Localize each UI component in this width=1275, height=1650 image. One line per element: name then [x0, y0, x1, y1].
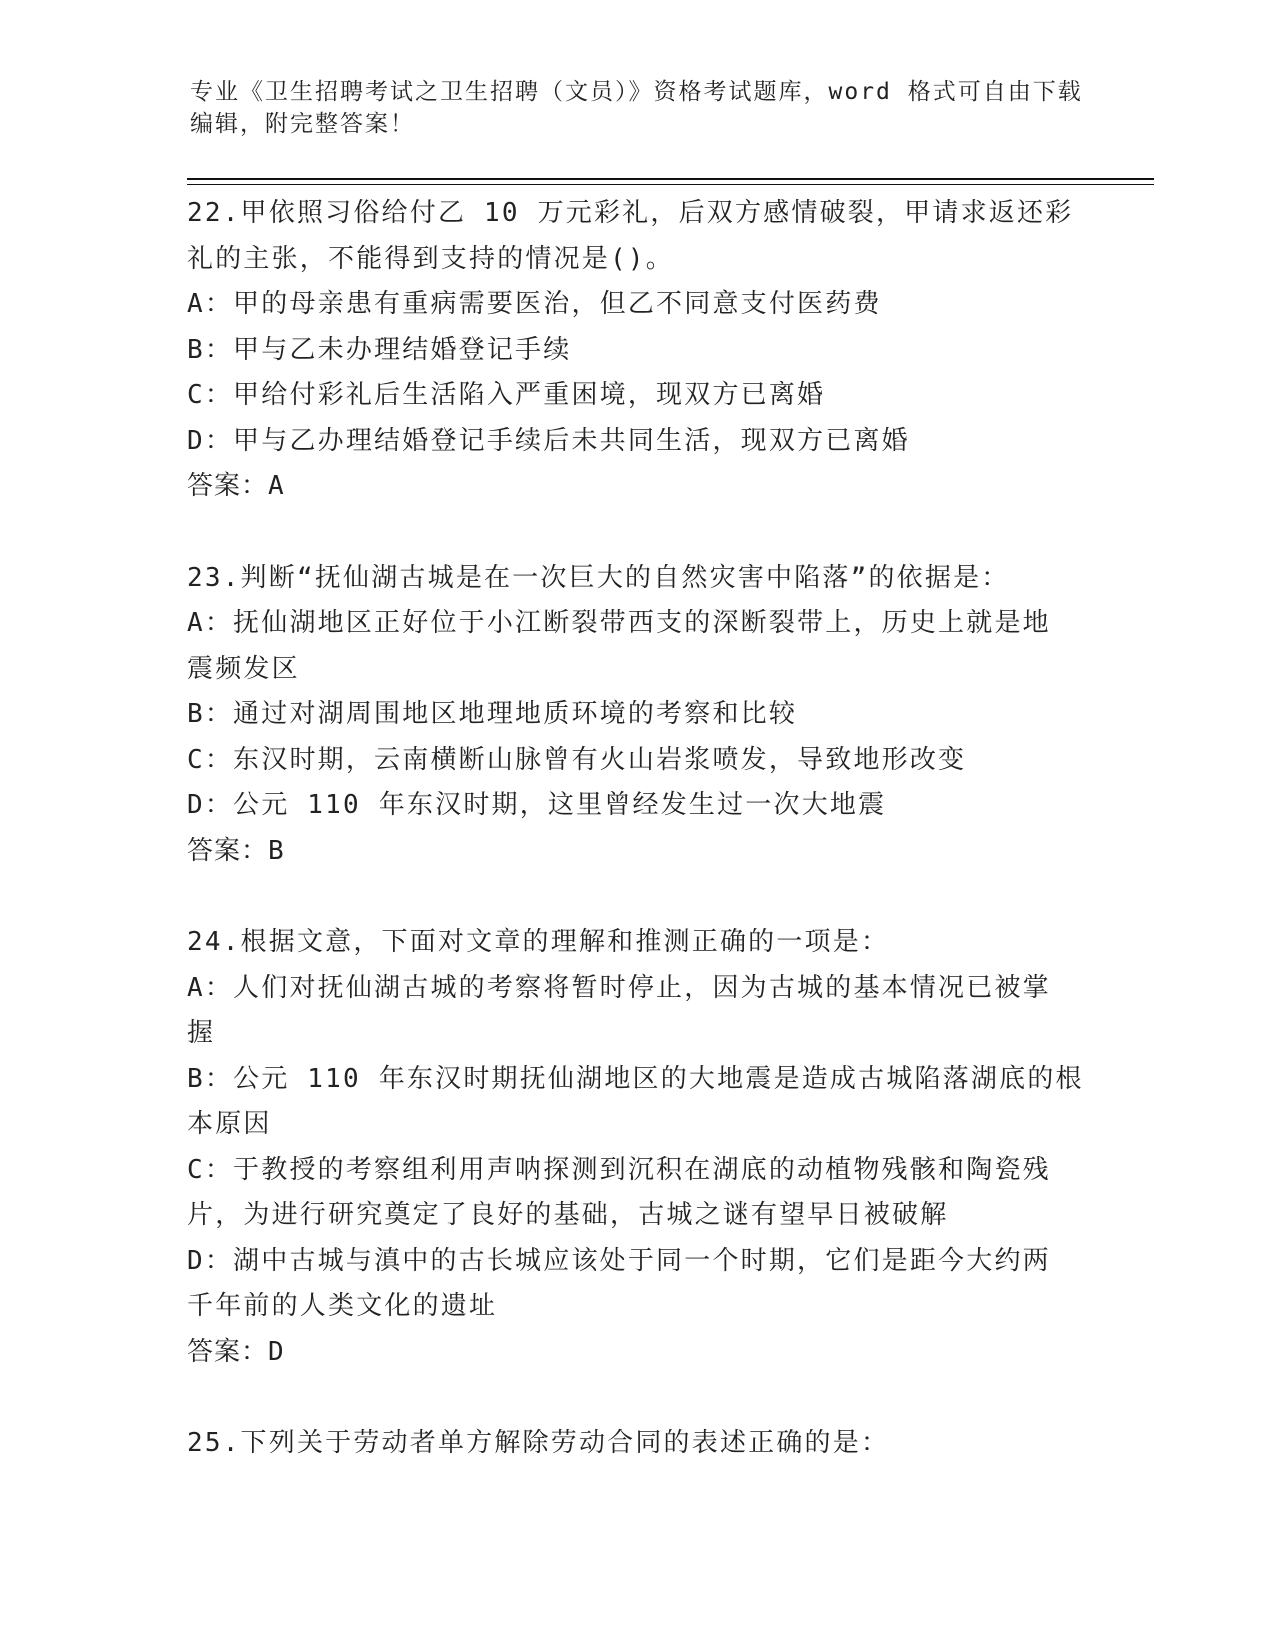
- question-25: [187, 1421, 1087, 1467]
- option-d-continued: 千年前的人类文化的遗址: [187, 1291, 498, 1321]
- option-a: A：甲的母亲患有重病需要医治，但乙不同意支付医药费: [187, 289, 882, 319]
- question-list: [187, 191, 1087, 1513]
- answer-label: 答案：D: [187, 1336, 285, 1367]
- option-a-continued: 震频发区: [187, 653, 300, 684]
- option-d: D：湖中古城与滇中的古长城应该处于同一个时期，它们是距今大约两: [187, 1245, 1051, 1276]
- header-line: 编辑，附完整答案！: [190, 111, 415, 137]
- option-c: C：甲给付彩礼后生活陷入严重困境，现双方已离婚: [187, 380, 826, 410]
- option-b: B：公元 110 年东汉时期抚仙湖地区的大地震是造成古城陷落湖底的根: [187, 1063, 1084, 1094]
- question-stem-line: 22.甲依照习俗给付乙 10 万元彩礼，后双方感情破裂，甲请求返还彩: [187, 198, 1074, 228]
- option-b-continued: 本原因: [187, 1109, 272, 1139]
- question-stem-line: 23.判断“抚仙湖古城是在一次巨大的自然灾害中陷落”的依据是：: [187, 562, 1010, 593]
- option-c-continued: 片，为进行研究奠定了良好的基础，古城之谜有望早日被破解: [187, 1200, 949, 1230]
- header-rule-thin: [187, 184, 1154, 185]
- question-stem-line: 24.根据文意，下面对文章的理解和推测正确的一项是：: [187, 927, 890, 957]
- question-23: [187, 556, 1087, 875]
- option-b: B：通过对湖周围地区地理地质环境的考察和比较: [187, 699, 798, 729]
- option-a: A：人们对抚仙湖古城的考察将暂时停止，因为古城的基本情况已被掌: [187, 972, 1051, 1003]
- option-a: A：抚仙湖地区正好位于小江断裂带西支的深断裂带上，历史上就是地: [187, 608, 1051, 638]
- option-b: B：甲与乙未办理结婚登记手续: [187, 334, 572, 365]
- answer-label: 答案：B: [187, 835, 285, 866]
- option-c: C：东汉时期，云南横断山脉曾有火山岩浆喷发，导致地形改变: [187, 744, 967, 775]
- option-d: D：甲与乙办理结婚登记手续后未共同生活，现双方已离婚: [187, 425, 910, 456]
- header-rule-thick: [187, 178, 1154, 180]
- header-line: 专业《卫生招聘考试之卫生招聘（文员）》资格考试题库，word 格式可自由下载: [190, 79, 1083, 105]
- document-header: [190, 76, 1090, 140]
- option-d: D：公元 110 年东汉时期，这里曾经发生过一次大地震: [187, 790, 887, 820]
- question-24: [187, 920, 1087, 1375]
- question-stem-line: 25.下列关于劳动者单方解除劳动合同的表述正确的是：: [187, 1428, 890, 1458]
- question-stem-line: 礼的主张，不能得到支持的情况是()。: [187, 243, 674, 274]
- answer-label: 答案：A: [187, 471, 285, 501]
- option-a-continued: 握: [187, 1018, 216, 1048]
- option-c: C：于教授的考察组利用声呐探测到沉积在湖底的动植物残骸和陶瓷残: [187, 1154, 1051, 1185]
- question-22: [187, 191, 1087, 510]
